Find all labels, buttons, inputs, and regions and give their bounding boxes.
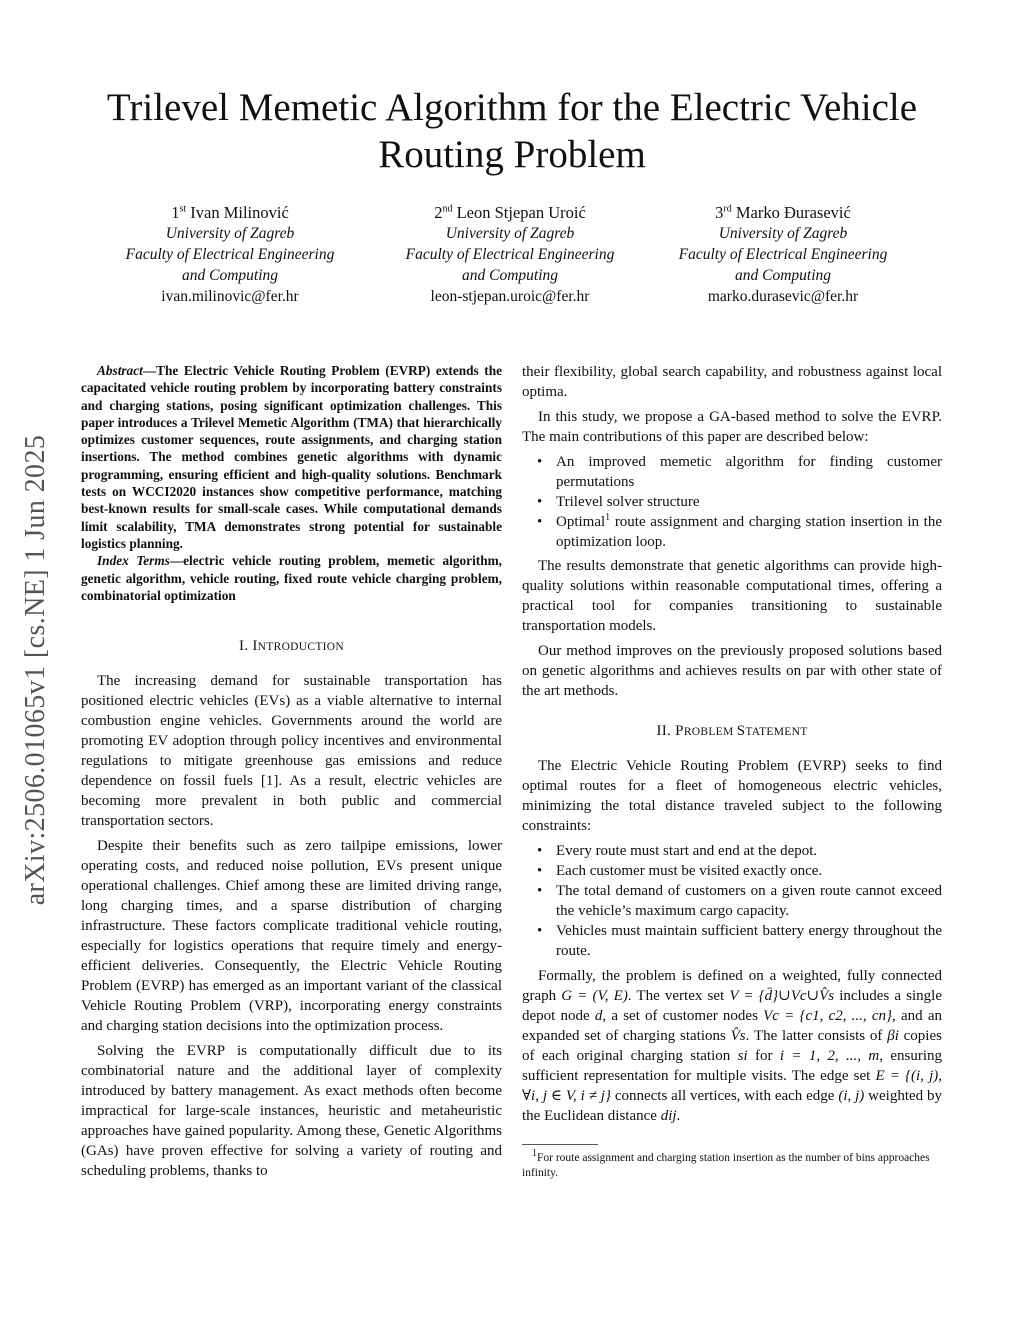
author-affiliation: and Computing bbox=[734, 267, 832, 284]
intro-paragraph-5: The results demonstrate that genetic algorithms can provide high-quality solutions within reasonable computational times, offering a practical tool for companies transitioning to sustainable transportation models. bbox=[522, 558, 942, 634]
text-run: for bbox=[747, 1048, 780, 1064]
author-ordinal: 2 bbox=[434, 203, 443, 222]
footnote-marker: 1 bbox=[605, 512, 611, 523]
right-column bbox=[522, 362, 942, 1181]
footnote bbox=[522, 1148, 942, 1181]
math-inline: i = 1, 2, ..., m bbox=[779, 1048, 880, 1064]
list-item bbox=[522, 512, 942, 552]
author-3 bbox=[653, 202, 913, 307]
list-item-text: route assignment and charging station insertion in the optimization loop. bbox=[556, 514, 942, 550]
list-item: • An improved memetic algorithm for finding customer permutations bbox=[522, 452, 942, 492]
text-run: , and an expanded set of charging stations bbox=[522, 1008, 942, 1044]
author-affiliation: and Computing bbox=[181, 267, 279, 284]
author-ordinal: 1 bbox=[171, 203, 180, 222]
arxiv-id: arXiv:2506.01065v1 [cs.NE] 1 Jun 2025 bbox=[20, 434, 51, 906]
text-run: copies of each original charging station bbox=[522, 1028, 942, 1064]
intro-paragraph-1: The increasing demand for sustainable transportation has positioned electric vehicles (EVs) as a viable alternative to internal combustion engine vehicles. Governments around the world are promoting EV adoption through policy incentives and environmental regulations to mitigate greenhouse gas emissions and reduce dependence on fossil fuels [1]. As a result, electric vehicles are becoming more prevalent in both public and commercial transportation sectors. bbox=[81, 673, 502, 830]
section-title-initial: S bbox=[736, 723, 746, 739]
section-title-initial: I bbox=[252, 638, 258, 655]
author-name: Marko Đurasević bbox=[735, 203, 851, 222]
index-terms-label: Index Terms bbox=[97, 553, 170, 569]
math-inline: Vc = {c1, c2, ..., cn} bbox=[763, 1008, 893, 1024]
text-run: . bbox=[676, 1108, 681, 1124]
author-email: marko.durasevic@fer.hr bbox=[707, 288, 859, 305]
footnote-marker: 1 bbox=[532, 1148, 537, 1160]
text-run: connects all vertices, with each edge bbox=[610, 1088, 839, 1104]
abstract-label: Abstract bbox=[97, 363, 143, 378]
author-ordinal: 3 bbox=[715, 203, 724, 222]
intro-paragraph-3: Solving the EVRP is computationally difficult due to its combinatorial nature and the additional layer of complexity introduced by battery management. As exact methods often become impractical for large-scale instances, heuristic and metaheuristic approaches have gained popularity. Among these, Genetic Algorithms (GAs) have proven effective for solving a variety of routing and scheduling problems, thanks to bbox=[81, 1043, 502, 1180]
math-inline: V̂s bbox=[730, 1028, 746, 1044]
problem-paragraph-2 bbox=[522, 966, 942, 1126]
paper-title: Trilevel Memetic Algorithm for the Electric Vehicle Routing Problem bbox=[106, 86, 918, 176]
list-item: • Each customer must be visited exactly once. bbox=[522, 861, 942, 881]
section-heading-introduction bbox=[81, 636, 502, 657]
constraints-list bbox=[522, 841, 942, 961]
author-affiliation: Faculty of Electrical Engineering bbox=[678, 246, 888, 263]
section-number: II. bbox=[656, 723, 672, 739]
text-run: Formally, the problem is defined on a weighted, fully connected graph bbox=[522, 968, 942, 1004]
section-number: I. bbox=[238, 638, 249, 655]
author-affiliation: University of Zagreb bbox=[445, 225, 575, 242]
author-2 bbox=[380, 202, 640, 307]
footnote-text: For route assignment and charging station insertion as the number of bins approaches infinity. bbox=[522, 1152, 930, 1179]
section-heading-problem-statement bbox=[522, 721, 942, 742]
author-block bbox=[100, 202, 930, 312]
math-inline: G = (V, E) bbox=[561, 988, 628, 1004]
author-affiliation: University of Zagreb bbox=[718, 225, 848, 242]
author-ordinal-suffix: nd bbox=[442, 203, 453, 215]
text-run: , ensuring sufficient representation for multiple visits. The edge set bbox=[522, 1048, 942, 1084]
math-inline: dij bbox=[660, 1108, 677, 1124]
section-title-initial: P bbox=[675, 723, 684, 739]
abstract-text: —The Electric Vehicle Routing Problem (EVRP) extends the capacitated vehicle routing problem by incorporating battery constraints and charging stations, posing significant optimization challenges. This paper introduces a Trilevel Memetic Algorithm (TMA) that hierarchically optimizes customer sequences, route assignments, and charging station insertions. The method combines genetic algorithms with dynamic programming, ensuring efficient and high-quality solutions. Benchmark tests on WCCI2020 instances show competitive performance, matching best-known results for small-scale cases. While computational demands limit scalability, TMA demonstrates strong potential for sustainable logistics planning. bbox=[81, 363, 502, 551]
math-inline: βi bbox=[887, 1028, 899, 1044]
author-name: Leon Stjepan Uroić bbox=[456, 203, 586, 222]
list-item: • The total demand of customers on a given route cannot exceed the vehicle’s maximum cargo capacity. bbox=[522, 881, 942, 921]
math-inline: d bbox=[594, 1008, 603, 1024]
list-item-text: Optimal bbox=[556, 514, 606, 530]
math-inline: E = {(i, j), ∀i, j ∈ V, i ≠ j} bbox=[522, 1068, 943, 1104]
contributions-list bbox=[522, 452, 942, 552]
section-title-rest: TATEMENT bbox=[745, 726, 808, 738]
intro-paragraph-2: Despite their benefits such as zero tailpipe emissions, lower operating costs, and reduced noise pollution, EVs present unique operational challenges. Chief among these are limited driving range, long charging times, and a sparse distribution of charging infrastructure. These factors complicate traditional vehicle routing, especially for logistics operations that require timely and energy-efficient deliveries. Consequently, the Electric Vehicle Routing Problem (EVRP) has emerged as an important variant of the classical Vehicle Routing Problem (VRP), incorporating energy constraints and charging station decisions into the optimization process. bbox=[81, 838, 502, 1035]
author-1 bbox=[100, 202, 360, 307]
abstract bbox=[81, 362, 502, 552]
author-affiliation: Faculty of Electrical Engineering bbox=[405, 246, 615, 263]
index-terms-text: —electric vehicle routing problem, memetic algorithm, genetic algorithm, vehicle routing, fixed route vehicle charging problem, combinatorial optimization bbox=[81, 553, 502, 603]
section-title-rest: ROBLEM bbox=[683, 726, 737, 738]
text-run: , a set of customer nodes bbox=[602, 1008, 764, 1024]
footnote-divider bbox=[522, 1144, 598, 1145]
author-email: ivan.milinovic@fer.hr bbox=[161, 288, 299, 305]
intro-paragraph-4: In this study, we propose a GA-based method to solve the EVRP. The main contributions of this paper are described below: bbox=[522, 409, 942, 445]
arxiv-stamp bbox=[6, 380, 66, 960]
text-run: includes a single depot node bbox=[522, 988, 942, 1024]
author-affiliation: Faculty of Electrical Engineering bbox=[125, 246, 335, 263]
author-ordinal-suffix: st bbox=[179, 203, 187, 215]
list-item: • Trilevel solver structure bbox=[522, 492, 942, 512]
author-affiliation: and Computing bbox=[461, 267, 559, 284]
author-ordinal-suffix: rd bbox=[723, 203, 732, 215]
math-inline: (i, j) bbox=[838, 1088, 865, 1104]
text-run: . The vertex set bbox=[627, 988, 730, 1004]
index-terms bbox=[81, 552, 502, 604]
author-affiliation: University of Zagreb bbox=[165, 225, 295, 242]
section-title-rest: NTRODUCTION bbox=[257, 641, 345, 654]
author-name: Ivan Milinović bbox=[190, 203, 289, 222]
text-run: . The latter consists of bbox=[745, 1028, 888, 1044]
problem-paragraph-1: The Electric Vehicle Routing Problem (EVRP) seeks to find optimal routes for a fleet of homogeneous electric vehicles, minimizing the total distance traveled subject to the following constraints: bbox=[522, 758, 942, 834]
intro-paragraph-6: Our method improves on the previously proposed solutions based on genetic algorithms and achieves results on par with other state of the art methods. bbox=[522, 643, 942, 699]
author-email: leon-stjepan.uroic@fer.hr bbox=[430, 288, 590, 305]
left-column bbox=[81, 362, 502, 1181]
math-inline: si bbox=[737, 1048, 748, 1064]
list-item: • Every route must start and end at the depot. bbox=[522, 841, 942, 861]
intro-paragraph-3-continued: their flexibility, global search capability, and robustness against local optima. bbox=[522, 364, 942, 400]
list-item: • Vehicles must maintain sufficient battery energy throughout the route. bbox=[522, 921, 942, 961]
math-inline: V = {d̄}∪Vc∪V̂s bbox=[729, 988, 835, 1004]
text-run: weighted by the Euclidean distance bbox=[522, 1088, 943, 1124]
